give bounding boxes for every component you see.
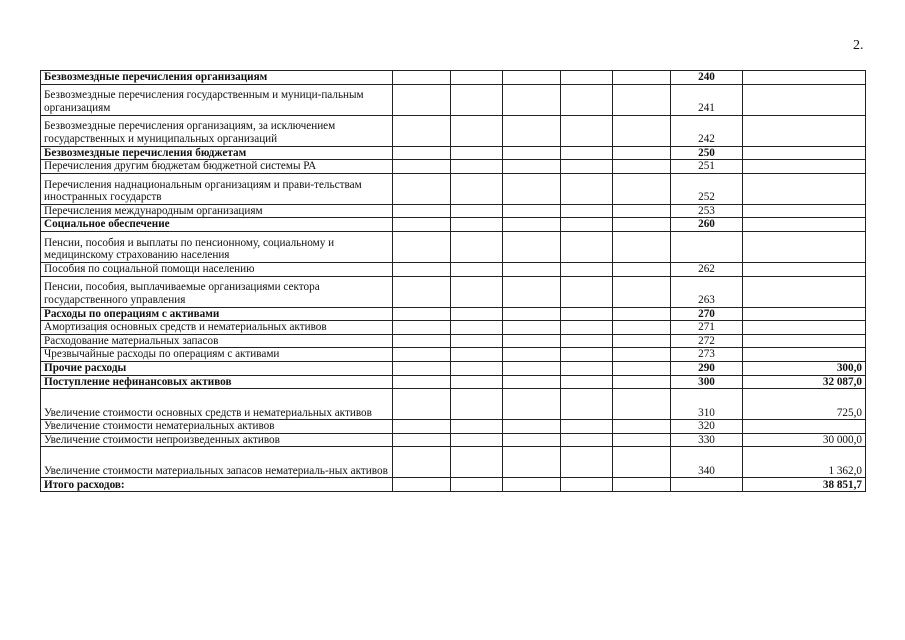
table-row [41, 160, 866, 174]
empty-cell [561, 173, 613, 204]
row-name-cell: Перечисления наднациональным организациям и прави-тельствам иностранных государств [41, 173, 393, 204]
empty-cell [561, 307, 613, 321]
row-code-cell [671, 231, 743, 262]
row-name-cell: Безвозмездные перечисления бюджетам [41, 146, 393, 160]
empty-cell [393, 361, 451, 375]
empty-cell [561, 420, 613, 434]
row-amount-cell [743, 115, 866, 146]
empty-cell [613, 146, 671, 160]
empty-cell [613, 478, 671, 492]
empty-cell [393, 276, 451, 307]
empty-cell [393, 420, 451, 434]
row-amount-cell [743, 334, 866, 348]
row-amount-cell [743, 348, 866, 362]
row-amount-cell [743, 218, 866, 232]
expenses-table-body [41, 71, 866, 492]
table-row [41, 348, 866, 362]
empty-cell [613, 218, 671, 232]
row-name-cell: Итого расходов: [41, 478, 393, 492]
empty-cell [503, 389, 561, 420]
row-name-cell: Пособия по социальной помощи населению [41, 262, 393, 276]
row-name-cell: Расходование материальных запасов [41, 334, 393, 348]
empty-cell [503, 276, 561, 307]
empty-cell [451, 307, 503, 321]
row-name-cell: Пенсии, пособия, выплачиваемые организациями сектора государственного управления [41, 276, 393, 307]
empty-cell [561, 204, 613, 218]
row-code-cell: 272 [671, 334, 743, 348]
row-name-cell: Перечисления другим бюджетам бюджетной системы РА [41, 160, 393, 174]
table-row [41, 375, 866, 389]
empty-cell [393, 71, 451, 85]
row-code-cell: 260 [671, 218, 743, 232]
row-code-cell: 271 [671, 321, 743, 335]
row-code-cell: 262 [671, 262, 743, 276]
empty-cell [451, 334, 503, 348]
expenses-table [40, 70, 866, 492]
row-code-cell: 242 [671, 115, 743, 146]
table-row [41, 420, 866, 434]
empty-cell [451, 447, 503, 478]
row-code-cell: 320 [671, 420, 743, 434]
empty-cell [451, 262, 503, 276]
row-name-cell: Безвозмездные перечисления организациям [41, 71, 393, 85]
empty-cell [451, 276, 503, 307]
empty-cell [613, 361, 671, 375]
row-code-cell [671, 478, 743, 492]
table-row [41, 173, 866, 204]
row-amount-cell [743, 84, 866, 115]
row-amount-cell: 725,0 [743, 389, 866, 420]
empty-cell [393, 173, 451, 204]
row-code-cell: 330 [671, 433, 743, 447]
empty-cell [613, 231, 671, 262]
empty-cell [451, 115, 503, 146]
empty-cell [393, 389, 451, 420]
empty-cell [613, 348, 671, 362]
empty-cell [503, 433, 561, 447]
empty-cell [503, 231, 561, 262]
empty-cell [503, 375, 561, 389]
row-amount-cell [743, 262, 866, 276]
row-name-cell: Амортизация основных средств и нематериальных активов [41, 321, 393, 335]
empty-cell [561, 146, 613, 160]
row-name-cell: Увеличение стоимости непроизведенных активов [41, 433, 393, 447]
empty-cell [503, 334, 561, 348]
table-row [41, 389, 866, 420]
empty-cell [503, 361, 561, 375]
empty-cell [613, 276, 671, 307]
empty-cell [561, 321, 613, 335]
empty-cell [451, 231, 503, 262]
empty-cell [451, 375, 503, 389]
row-amount-cell [743, 160, 866, 174]
empty-cell [561, 361, 613, 375]
row-amount-cell [743, 204, 866, 218]
row-code-cell: 251 [671, 160, 743, 174]
empty-cell [613, 334, 671, 348]
row-name-cell: Увеличение стоимости материальных запасов нематериаль-ных активов [41, 447, 393, 478]
empty-cell [561, 334, 613, 348]
empty-cell [561, 218, 613, 232]
row-code-cell: 253 [671, 204, 743, 218]
row-code-cell: 290 [671, 361, 743, 375]
empty-cell [503, 146, 561, 160]
row-name-cell: Прочие расходы [41, 361, 393, 375]
empty-cell [561, 231, 613, 262]
empty-cell [503, 115, 561, 146]
empty-cell [561, 71, 613, 85]
row-code-cell: 241 [671, 84, 743, 115]
empty-cell [613, 115, 671, 146]
empty-cell [613, 375, 671, 389]
empty-cell [613, 173, 671, 204]
empty-cell [393, 146, 451, 160]
table-row [41, 334, 866, 348]
empty-cell [561, 375, 613, 389]
row-name-cell: Безвозмездные перечисления организациям, за исключением государственных и муниципальных организаций [41, 115, 393, 146]
empty-cell [613, 307, 671, 321]
empty-cell [613, 433, 671, 447]
empty-cell [451, 84, 503, 115]
empty-cell [393, 204, 451, 218]
empty-cell [561, 348, 613, 362]
empty-cell [393, 84, 451, 115]
table-row [41, 321, 866, 335]
empty-cell [613, 160, 671, 174]
row-amount-cell: 38 851,7 [743, 478, 866, 492]
row-amount-cell [743, 276, 866, 307]
row-code-cell: 240 [671, 71, 743, 85]
empty-cell [613, 84, 671, 115]
table-row [41, 262, 866, 276]
row-amount-cell [743, 231, 866, 262]
empty-cell [393, 321, 451, 335]
empty-cell [451, 218, 503, 232]
empty-cell [503, 348, 561, 362]
row-code-cell: 273 [671, 348, 743, 362]
row-code-cell: 270 [671, 307, 743, 321]
table-row [41, 307, 866, 321]
row-name-cell: Перечисления международным организациям [41, 204, 393, 218]
row-amount-cell [743, 173, 866, 204]
row-name-cell: Чрезвычайные расходы по операциям с активами [41, 348, 393, 362]
empty-cell [561, 276, 613, 307]
empty-cell [561, 262, 613, 276]
empty-cell [393, 447, 451, 478]
empty-cell [561, 115, 613, 146]
empty-cell [613, 389, 671, 420]
empty-cell [613, 204, 671, 218]
row-name-cell: Пенсии, пособия и выплаты по пенсионному, социальному и медицинскому страхованию населения [41, 231, 393, 262]
empty-cell [503, 420, 561, 434]
row-name-cell: Увеличение стоимости основных средств и нематериальных активов [41, 389, 393, 420]
empty-cell [561, 84, 613, 115]
table-row [41, 478, 866, 492]
table-row [41, 84, 866, 115]
empty-cell [451, 321, 503, 335]
empty-cell [393, 307, 451, 321]
empty-cell [613, 420, 671, 434]
row-code-cell: 300 [671, 375, 743, 389]
table-row [41, 146, 866, 160]
empty-cell [393, 348, 451, 362]
empty-cell [561, 478, 613, 492]
row-name-cell: Расходы по операциям с активами [41, 307, 393, 321]
empty-cell [393, 218, 451, 232]
empty-cell [503, 262, 561, 276]
row-name-cell: Социальное обеспечение [41, 218, 393, 232]
empty-cell [451, 478, 503, 492]
table-row [41, 231, 866, 262]
row-amount-cell [743, 420, 866, 434]
table-row [41, 276, 866, 307]
empty-cell [451, 389, 503, 420]
empty-cell [451, 173, 503, 204]
row-name-cell: Увеличение стоимости нематериальных активов [41, 420, 393, 434]
empty-cell [503, 307, 561, 321]
empty-cell [561, 389, 613, 420]
empty-cell [613, 71, 671, 85]
row-amount-cell [743, 307, 866, 321]
empty-cell [451, 361, 503, 375]
row-amount-cell [743, 71, 866, 85]
table-row [41, 115, 866, 146]
table-row [41, 433, 866, 447]
row-name-cell: Поступление нефинансовых активов [41, 375, 393, 389]
empty-cell [503, 321, 561, 335]
empty-cell [451, 71, 503, 85]
empty-cell [393, 375, 451, 389]
empty-cell [613, 321, 671, 335]
empty-cell [561, 160, 613, 174]
row-code-cell: 340 [671, 447, 743, 478]
empty-cell [613, 262, 671, 276]
row-amount-cell [743, 146, 866, 160]
row-code-cell: 250 [671, 146, 743, 160]
empty-cell [503, 71, 561, 85]
row-code-cell: 252 [671, 173, 743, 204]
empty-cell [393, 433, 451, 447]
empty-cell [451, 433, 503, 447]
row-code-cell: 263 [671, 276, 743, 307]
table-row [41, 361, 866, 375]
empty-cell [561, 433, 613, 447]
empty-cell [393, 231, 451, 262]
empty-cell [613, 447, 671, 478]
row-amount-cell: 1 362,0 [743, 447, 866, 478]
row-amount-cell: 300,0 [743, 361, 866, 375]
empty-cell [503, 218, 561, 232]
empty-cell [393, 115, 451, 146]
empty-cell [503, 84, 561, 115]
row-amount-cell [743, 321, 866, 335]
empty-cell [393, 334, 451, 348]
empty-cell [503, 204, 561, 218]
table-row [41, 218, 866, 232]
empty-cell [503, 447, 561, 478]
row-amount-cell: 30 000,0 [743, 433, 866, 447]
table-row [41, 204, 866, 218]
empty-cell [451, 146, 503, 160]
empty-cell [393, 262, 451, 276]
empty-cell [393, 160, 451, 174]
empty-cell [503, 173, 561, 204]
empty-cell [503, 478, 561, 492]
empty-cell [561, 447, 613, 478]
empty-cell [393, 478, 451, 492]
empty-cell [451, 420, 503, 434]
row-name-cell: Безвозмездные перечисления государственным и муници-пальным организациям [41, 84, 393, 115]
row-code-cell: 310 [671, 389, 743, 420]
page-number: 2. [853, 38, 864, 53]
table-row [41, 71, 866, 85]
empty-cell [503, 160, 561, 174]
empty-cell [451, 348, 503, 362]
table-row [41, 447, 866, 478]
empty-cell [451, 204, 503, 218]
row-amount-cell: 32 087,0 [743, 375, 866, 389]
empty-cell [451, 160, 503, 174]
